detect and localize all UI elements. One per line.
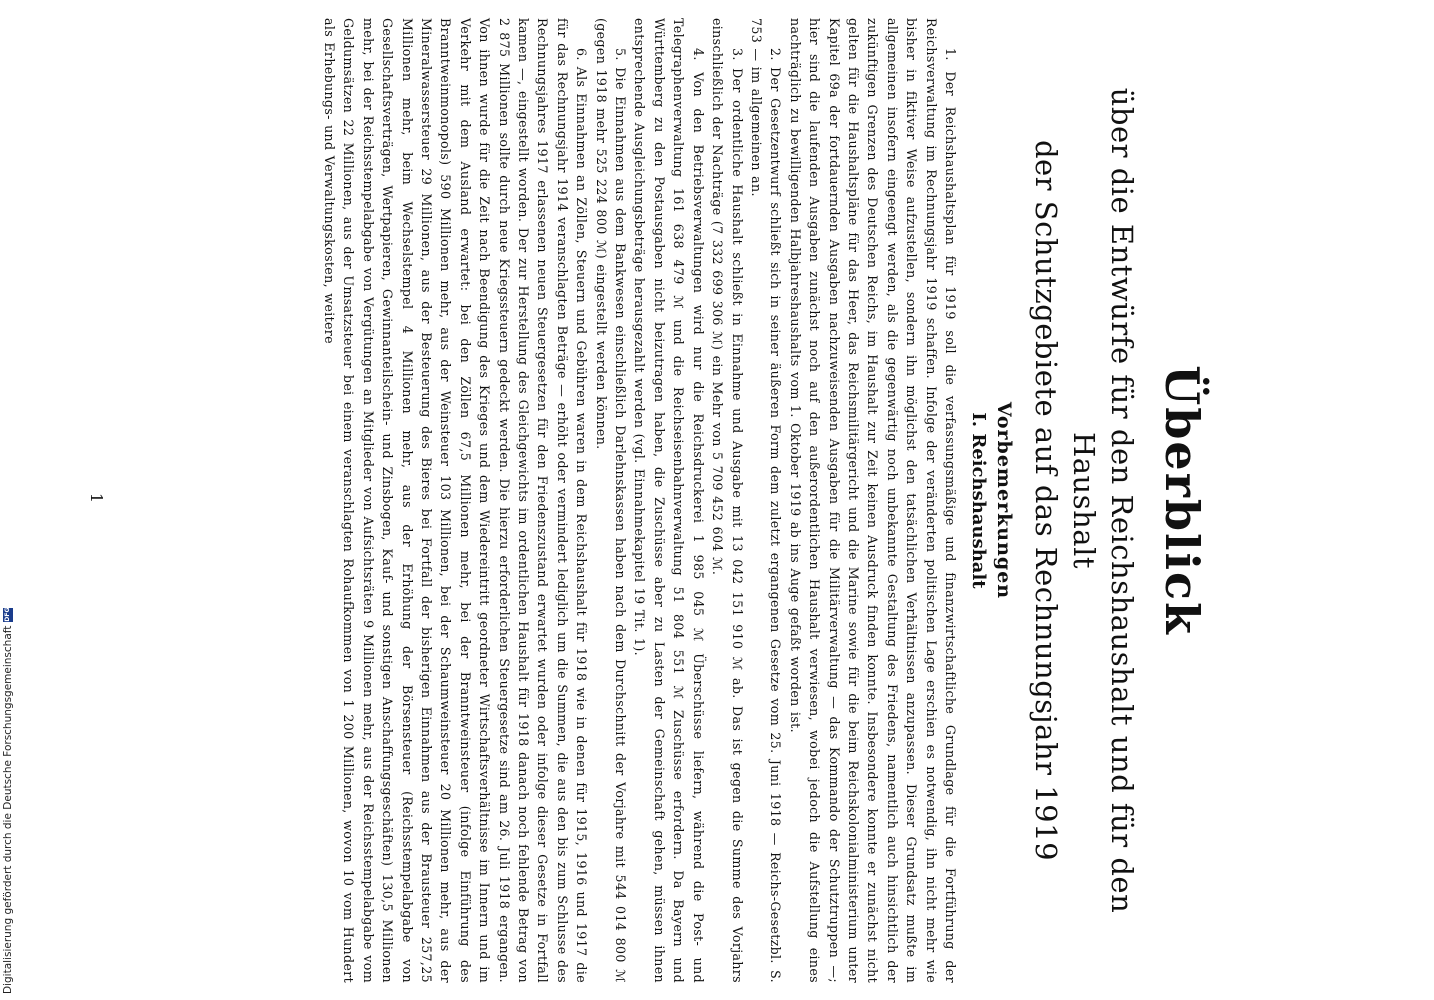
- page-title: Überblick: [1155, 365, 1209, 636]
- paragraph-1: 1. Der Reichshaushaltsplan für 1919 soll die verfassungsmäßige und finanzwirtschaftliche Grundlage für die Fortführung der Reichsverwaltung im Rechnungsjahr 1919 schaffen. Infolge der veränderten politischen Lage erschien es notwendig, ihn nicht mehr wie bisher in fiktiver Weise aufzustellen, sondern ihn möglichst den tatsächlichen Verhältnissen anzupassen. Dieser Grundsatz mußte im allgemeinen insofern eingeengt werden, als die gegenwärtig noch unbekannte Gestaltung des Friedens, namentlich auch hinsichtlich der zukünftigen Grenzen des Deutschen Reichs, im Haushalt zur Zeit keinen Ausdruck finden konnte. Insbesondere konnte er zunächst nicht gelten für die Haushaltspläne für das Heer, das Reichsmilitärgericht und die Marine sowie für die beim Reichskolonialministerium unter Kapitel 69a der fortdauernden Ausgaben nachzuweisenden Ausgaben für die Militärverwaltung — das Kommando der Schutztruppen —; hier sind die laufenden Ausgaben zunächst noch auf den außerordentlichen Haushalt verwiesen, wobei jedoch die Aufstellung eines nachträglich zu bewilligenden Halbjahreshaushalts vom 1. Oktober 1919 ab ins Auge gefaßt worden ist.: [787, 18, 958, 983]
- page-number: 1: [87, 492, 106, 503]
- scanned-page: [87, 18, 1209, 983]
- paragraph-4: 4. Von den Betriebsverwaltungen wird nur die Reichsdruckerei 1 985 045 ℳ Überschüsse liefern, während die Post- und Telegraphenverwaltung 161 638 479 ℳ und die Reichseisenbahnverwaltung 51 804 551 ℳ Zuschüsse erfordern. Da Bayern und Württemberg zu den Postausgaben nicht beizutragen haben, die Zuschüsse aber zu Lasten der Gemeinschaft gehen, müssen ihnen entsprechende Ausgleichungsbeträge herausgezahlt werden (vgl. Einnahmekapitel 19 Tit. 1).: [632, 18, 706, 983]
- digitization-footer: [2, 608, 14, 994]
- dfg-logo-icon: DFG: [4, 607, 11, 622]
- body-text: [320, 18, 960, 983]
- paragraph-2: 2. Der Gesetzentwurf schließt sich in seiner äußeren Form dem zuletzt ergangenen Gesetze vom 25. Juni 1918 — Reichs-Gesetzbl. S. 753 — im allgemeinen an.: [748, 18, 784, 983]
- footer-text: Digitalisierung gefördert durch die Deutsche Forschungsgemeinschaft: [2, 625, 14, 994]
- paragraph-5: 5. Die Einnahmen aus dem Bankwesen einschließlich Darlehnskassen haben nach dem Durchschnitt der Vorjahre mit 544 014 800 ℳ (gegen 1918 mehr 525 224 800 ℳ) eingestellt werden können.: [593, 18, 629, 983]
- paragraph-3: 3. Der ordentliche Haushalt schließt in Einnahme und Ausgabe mit 13 042 151 910 ℳ ab. Das ist gegen die Summe des Vorjahrs einschließlich der Nachträge (7 332 699 306 ℳ) ein Mehr von 5 709 452 604 ℳ.: [710, 18, 745, 983]
- subtitle-line-1: über die Entwürfe für den Reichshaushalt und für den Haushalt: [1067, 87, 1139, 914]
- paragraph-6: 6. Als Einnahmen an Zöllen, Steuern und Gebühren waren in dem Reichshaushalt für 1918 wie in denen für 1915, 1916 und 1917 die für das Rechnungsjahr 1914 veranschlagten Beträge — erhöht oder vermindert lediglich um die Summen, die aus den bis zum Schlusse des Rechnungsjahres 1917 erlassenen neuen Steuergesetzen für den Friedenszustand erwartet wurden oder infolge dieser Gesetze in Fortfall kamen —, eingestellt worden. Der zur Herstellung des Gleichgewichts im ordentlichen Haushalt für 1918 danach noch fehlende Betrag von 2 875 Millionen sollte durch neue Kriegssteuern gedeckt werden. Die hierzu erforderlichen Steuergesetze sind am 26. Juli 1918 ergangen. Von ihnen wurde für die Zeit nach Beendigung des Krieges und dem Wiedereintritt geordneter Wirtschaftsverhältnisse im Innern und im Verkehr mit dem Ausland erwartet: bei den Zöllen 67,5 Millionen mehr, bei der Branntweinsteuer (infolge Einführung des Branntweinmonopols) 590 Millionen mehr, aus der Weinsteuer 103 Millionen, bei der Schaumweinsteuer 20 Millionen mehr, aus der Mineralwassersteuer 29 Millionen, aus der Besteuerung des Bieres bei Fortfall der bisherigen Einnahmen aus der Brausteuer 257,25 Millionen mehr, beim Wechselstempel 4 Millionen mehr, aus der Erhöhung der Börsensteuer (Reichsstempelabgabe von Gesellschaftsverträgen, Wertpapieren, Gewinnanteilschein- und Zinsbogen, Kauf- und sonstigen Anschaffungsgeschäften) 130,5 Millionen mehr, bei der Reichsstempelabgabe von Vergütungen an Mitglieder von Aufsichtsräten 9 Millionen mehr, aus der Reichsstempelabgabe vom Geldumsätzen 22 Millionen, aus der Umsatzsteuer bei einem veranschlagten Rohaufkommen von 1 200 Millionen, wovon 10 vom Hundert als Erhebungs- und Verwaltungskosten, weitere: [322, 18, 590, 983]
- section-heading: Vorbemerkungen: [993, 401, 1015, 600]
- section-subheading: I. Reichshaushalt: [968, 412, 989, 589]
- subtitle-line-2: der Schutzgebiete auf das Rechnungsjahr 1919: [1029, 139, 1063, 862]
